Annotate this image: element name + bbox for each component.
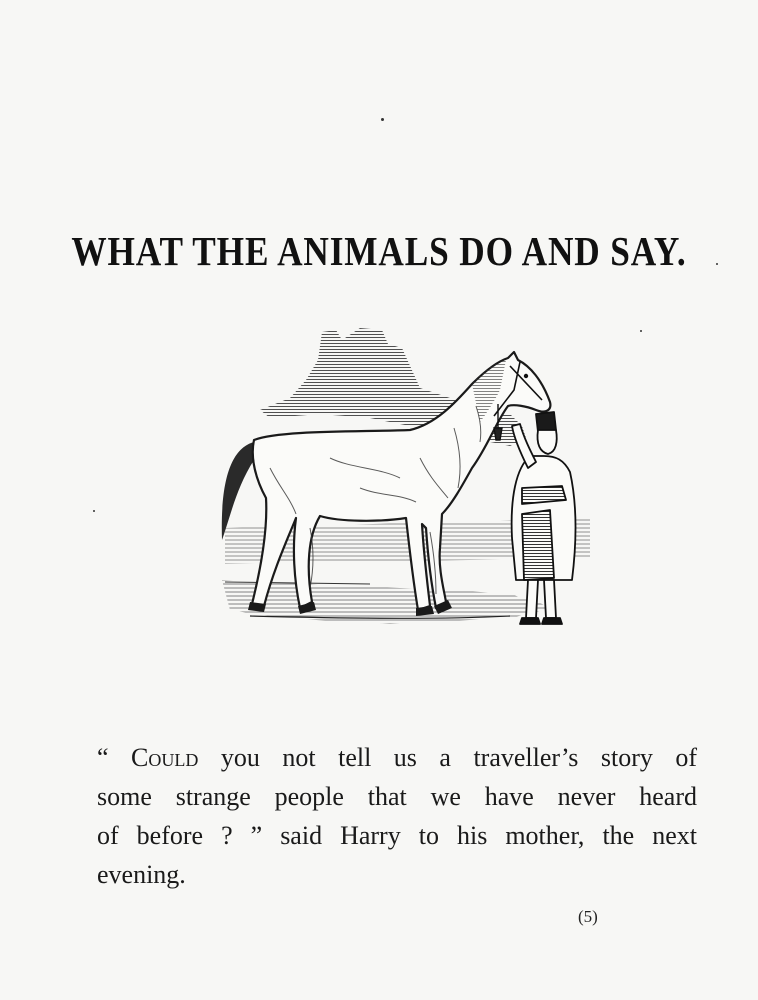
line-1-rest: you not tell us a traveller’s story of (198, 743, 698, 772)
paragraph-line-4: evening. (97, 860, 186, 889)
paragraph-line-2: some strange people that we have never heard (97, 782, 697, 811)
print-speck (93, 510, 95, 512)
open-quote: “ (97, 743, 132, 772)
print-speck (381, 118, 384, 121)
page-number: (5) (578, 907, 598, 926)
page-title: WHAT THE ANIMALS DO AND SAY. (71, 228, 687, 275)
paragraph-line-1 (97, 738, 697, 777)
print-speck (640, 330, 642, 332)
print-speck (716, 263, 718, 265)
horse-and-handler-icon (210, 318, 590, 638)
story-paragraph (97, 738, 707, 894)
opening-word: Could (131, 743, 199, 772)
paragraph-line-3: of before ? ” said Harry to his mother, the next (97, 821, 697, 850)
